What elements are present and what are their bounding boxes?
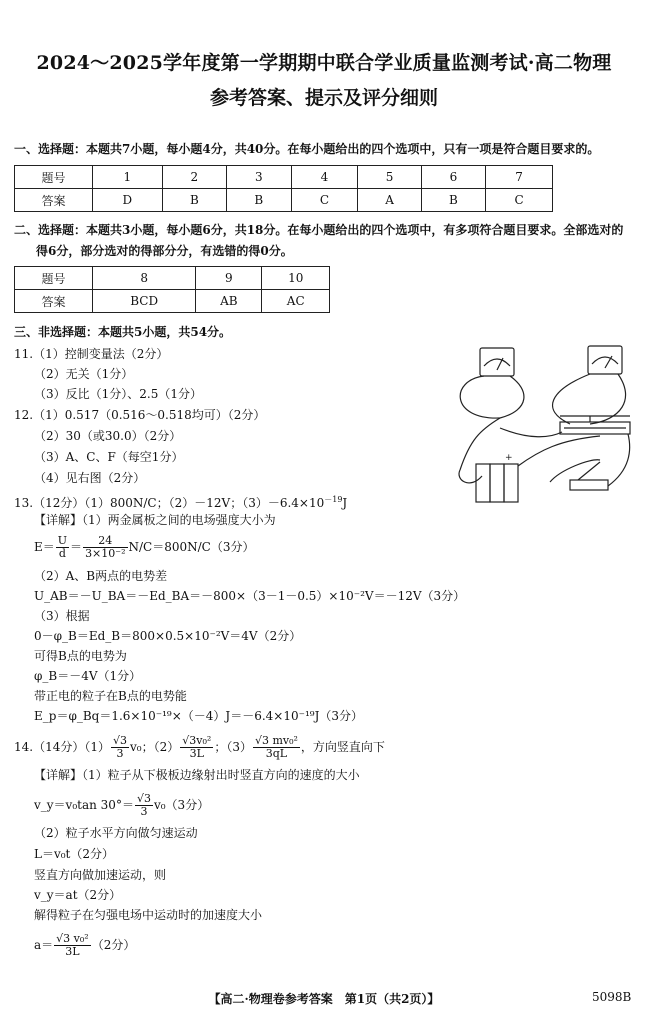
row-label: 题号 [15,166,93,189]
table-cell: BCD [93,290,196,313]
table-cell: 6 [421,166,485,189]
q13-line: φ_B＝－4V（1分） [34,669,142,683]
section3-heading: 三、非选择题：本题共5小题，共54分。 [14,325,232,339]
row-label: 答案 [15,290,93,313]
table-cell: 1 [93,166,163,189]
q12-line: （2）30（或30.0）（2分） [34,429,182,443]
table-cell: AC [262,290,330,313]
numerator: √3 [113,734,128,747]
q13-line: 带正电的粒子在B点的电势能 [34,689,187,703]
q14-line: 竖直方向做加速运动，则 [34,868,167,882]
fraction [135,793,153,818]
formula-text: E＝ [34,540,55,554]
q13-detail: 【详解】（1）两金属板之间的电场强度大小为 [34,513,276,527]
q13-line: U_AB＝－U_BA＝－Ed_BA＝－800×（3－1－0.5）×10⁻²V＝－12V（3分） [34,589,466,603]
table-cell: D [93,189,163,212]
q13-head-tail: J [342,496,348,510]
page-subtitle: 参考答案、提示及评分细则 [209,87,438,109]
q13-line: 可得B点的电势为 [34,649,127,663]
q14-line: （2）粒子水平方向做匀速运动 [34,826,198,840]
table-cell: AB [196,290,262,313]
formula-text: ＝ [70,540,83,554]
page-title: 2024～2025学年度第一学期期中联合学业质量监测考试·高二物理 [36,52,612,74]
q13-line: 0－φ_B＝Ed_B＝800×0.5×10⁻²V＝4V（2分） [34,629,302,643]
page-footer: 【高二·物理卷参考答案 第1页（共2页）】 [208,992,440,1006]
q12-line: 12.（1）0.517（0.516～0.518均可）（2分） [14,408,266,422]
voltmeter [588,346,622,374]
denominator: 3 [116,747,124,760]
switch [570,480,608,490]
svg-text:+: + [505,453,513,463]
formula-text: ；（3） [214,740,252,754]
circuit-diagram [440,340,636,508]
table-row [15,290,330,313]
table-cell: 3 [227,166,291,189]
table-row [15,189,553,212]
q14-line: 解得粒子在匀强电场中运动时的加速度大小 [34,908,263,922]
q13-head-text: 13.（12分）（1）800N/C；（2）－12V；（3）－6.4×10 [14,496,325,510]
q13-head-exp: －19 [324,495,343,504]
table-row [15,166,553,189]
table-cell: B [421,189,485,212]
formula-text: ，方向竖直向下 [300,740,385,754]
table-cell: 10 [262,267,330,290]
q14-head [14,732,385,762]
sqrt3: √3 [182,734,197,747]
fraction [54,933,91,958]
formula-text: v₀；（2） [130,740,180,754]
formula-text: （2分） [91,938,136,952]
doc-code: 5098B [592,990,632,1004]
q14-line: L＝v₀t（2分） [34,847,115,861]
table-cell: 7 [486,166,553,189]
row-label: 答案 [15,189,93,212]
ammeter [480,348,514,376]
numerator: 24 [83,535,127,548]
q14-vy-formula [34,790,209,820]
table-cell: C [486,189,553,212]
fraction [180,735,213,760]
numerator: √3 v₀² [56,932,89,945]
table-cell: 2 [162,166,226,189]
q14-detail: 【详解】（1）粒子从下极板边缘射出时竖直方向的速度的大小 [34,768,360,782]
table-cell: 5 [358,166,421,189]
q13-line: （2）A、B两点的电势差 [34,569,168,583]
table-cell: 9 [196,267,262,290]
section1-heading: 一、选择题：本题共7小题，每小题4分，共40分。在每小题给出的四个选项中，只有一项是符合题目要求的。 [14,142,600,156]
denominator: d [58,547,66,560]
denominator: 3L [65,945,80,958]
q12-line: （3）A、C、F（每空1分） [34,450,184,464]
q13-line: E_p＝φ_Bq＝1.6×10⁻¹⁹×（－4）J＝－6.4×10⁻¹⁹J（3分） [34,709,364,723]
formula-text: 14.（14分）（1） [14,740,110,754]
q13-line: （3）根据 [34,609,90,623]
numerator: U [57,534,68,547]
formula-text: v_y＝v₀tan 30°＝ [34,798,134,812]
fraction [111,735,129,760]
battery [476,464,490,502]
row-label: 题号 [15,267,93,290]
fraction [56,535,69,560]
denominator: 3qL [265,747,288,760]
denominator: 3L [189,747,204,760]
denominator: 3 [140,805,148,818]
answer-table-1 [14,165,553,212]
q11-line: （2）无关（1分） [34,367,134,381]
table-cell: B [227,189,291,212]
table-row [15,267,330,290]
q11-line: （3）反比（1分）、2.5（1分） [34,387,202,401]
section2-heading-1: 二、选择题：本题共3小题，每小题6分，共18分。在每小题给出的四个选项中，有多项符合题目要求。全部选对的 [14,223,624,237]
q11-line: 11.（1）控制变量法（2分） [14,347,169,361]
section2-heading-2: 得6分，部分选对的得部分分，有选错的得0分。 [36,244,293,258]
table-cell: A [358,189,421,212]
q14-a-formula [34,930,135,960]
numerator: √3 [136,792,151,805]
v0-squared: v₀² [196,734,212,747]
table-cell: C [291,189,358,212]
formula-text: v₀（3分） [153,798,210,812]
formula-text: a＝ [34,938,54,952]
q13-head [14,492,347,511]
numerator: √3 mv₀² [254,734,298,747]
q14-line: v_y＝at（2分） [34,888,122,902]
q13-e-formula [34,533,255,561]
table-cell: 4 [291,166,358,189]
table-cell: B [162,189,226,212]
fraction [83,535,127,560]
fraction [253,735,300,760]
denominator: 3×10⁻² [85,547,126,560]
table-cell: 8 [93,267,196,290]
answer-table-2 [14,266,330,313]
q12-line: （4）见右图（2分） [34,471,146,485]
formula-text: N/C＝800N/C（3分） [128,540,255,554]
